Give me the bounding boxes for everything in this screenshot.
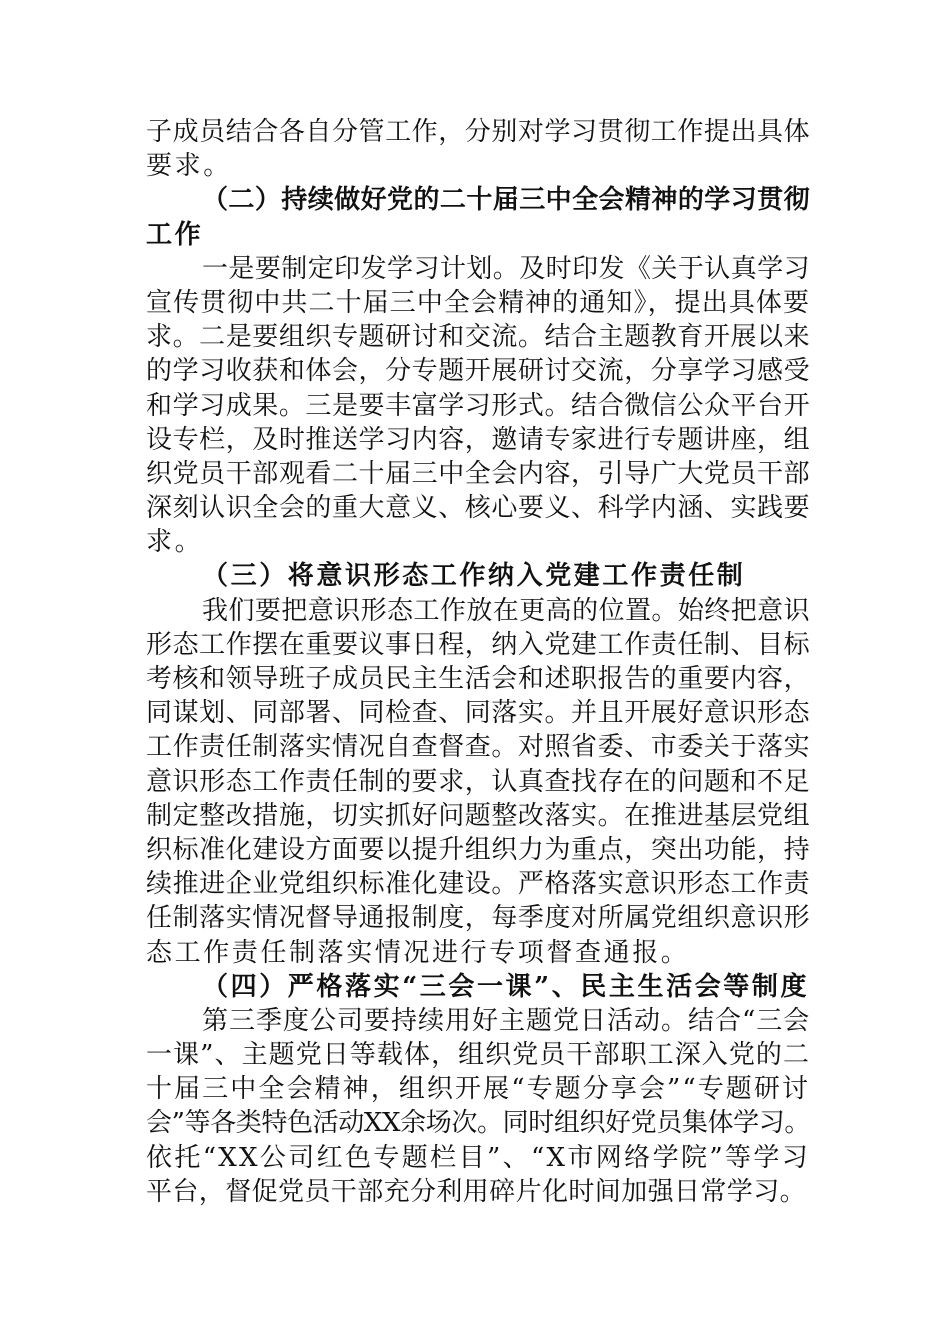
paragraph-line: 一是要制定印发学习计划。及时印发《关于认真学习 [202,253,810,284]
paragraph-line: 织标准化建设方面要以提升组织力为重点，突出功能，持 [146,834,810,865]
paragraph-line: 的学习收获和体会，分专题开展研讨交流，分享学习感受 [146,356,810,387]
paragraph-line: 和学习成果。三是要丰富学习形式。结合微信公众平台开 [146,390,810,421]
paragraph-line: 设专栏，及时推送学习内容，邀请专家进行专题讲座，组 [146,424,810,455]
paragraph-line: 形态工作摆在重要议事日程，纳入党建工作责任制、目标 [146,629,810,660]
paragraph-line: 宣传贯彻中共二十届三中全会精神的通知》，提出具体要 [146,287,810,318]
paragraph-line: 意识形态工作责任制的要求，认真查找存在的问题和不足 [146,766,810,797]
paragraph-line: 同谋划、同部署、同检查、同落实。并且开展好意识形态 [146,698,810,729]
paragraph-line: 考核和领导班子成员民主生活会和述职报告的重要内容， [146,664,810,694]
paragraph-line: 续推进企业党组织标准化建设。严格落实意识形态工作责 [146,869,810,900]
paragraph-line: 制定整改措施，切实抓好问题整改落实。在推进基层党组 [146,800,810,831]
paragraph-line: 织党员干部观看二十届三中全会内容，引导广大党员干部 [146,458,810,489]
paragraph-line: 深刻认识全会的重大意义、核心要义、科学内涵、实践要 [146,493,810,524]
paragraph-line: 一课”、主题党日等载体，组织党员干部职工深入党的二 [146,1040,810,1071]
paragraph-line: 我们要把意识形态工作放在更高的位置。始终把意识 [202,595,810,626]
paragraph-line: 会”等各类特色活动XX余场次。同时组织好党员集体学习。 [146,1108,810,1139]
paragraph-line: 工作责任制落实情况自查督查。对照省委、市委关于落实 [146,732,810,763]
paragraph-line: 第三季度公司要持续用好主题党日活动。结合“三会 [202,1005,811,1036]
section-heading-line: 工作 [146,219,204,250]
paragraph-line: 求。 [146,527,204,558]
section-heading-line: （四）严格落实“三会一课”、民主生活会等制度 [202,971,810,1002]
paragraph-line: 平台，督促党员干部充分利用碎片化时间加强日常学习。 [146,1176,807,1207]
paragraph-line: 子成员结合各自分管工作，分别对学习贯彻工作提出具体 [146,117,810,147]
paragraph-line: 依托“XX公司红色专题栏目”、“X市网络学院”等学习 [146,1142,810,1173]
paragraph-line: 任制落实情况督导通报制度，每季度对所属党组织意识形 [146,903,810,934]
paragraph-line: 求。二是要组织专题研讨和交流。结合主题教育开展以来 [146,322,810,353]
paragraph-line: 要求。 [146,151,232,182]
paragraph-line: 十届三中全会精神，组织开展“专题分享会”“专题研讨 [146,1074,810,1105]
document-body [146,115,810,1209]
section-heading-line: （二）持续做好党的二十届三中全会精神的学习贯彻 [202,185,810,216]
paragraph-line: 态工作责任制落实情况进行专项督查通报。 [146,937,690,968]
section-heading-line: （三）将意识形态工作纳入党建工作责任制 [202,561,746,592]
